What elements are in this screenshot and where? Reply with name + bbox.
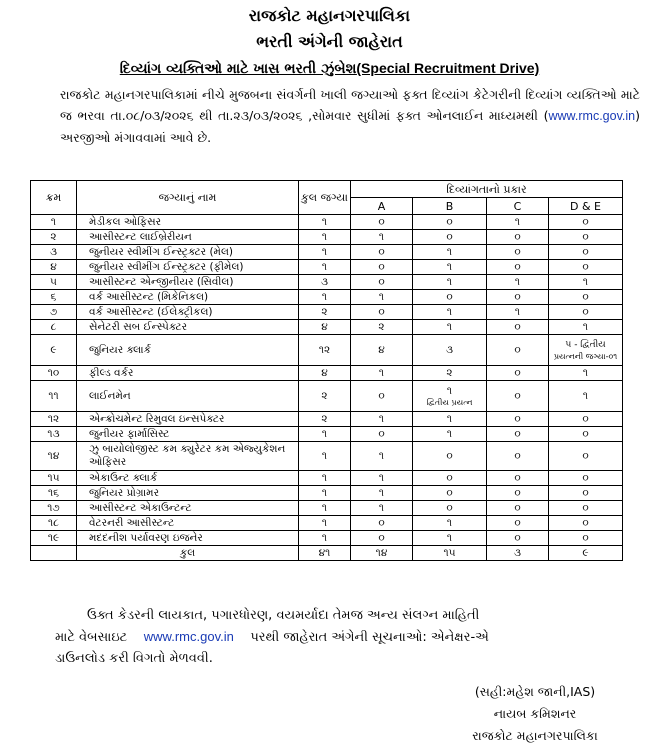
cell-b — [413, 381, 487, 412]
cell-b-value: ૧ — [446, 260, 453, 273]
cell-total: ૨ — [299, 381, 351, 412]
cell-c: ૦ — [487, 260, 549, 275]
cell-de — [549, 427, 623, 442]
cell-b-value: ૧ — [446, 412, 453, 425]
footer-line-2 — [55, 626, 645, 648]
cell-c: ૦ — [487, 366, 549, 381]
cell-de — [549, 260, 623, 275]
cell-b-value: ૦ — [446, 230, 453, 243]
cell-de-value: ૧ — [582, 320, 589, 333]
cell-de — [549, 305, 623, 320]
cell-de-value: ૦ — [582, 501, 589, 514]
vacancy-table — [30, 180, 623, 561]
subtitle — [0, 60, 659, 77]
cell-de-value: ૫ - દ્વિતીય — [565, 340, 606, 350]
cell-sr: ૧૩ — [31, 427, 77, 442]
cell-a: ૦ — [351, 427, 413, 442]
cell-b-value: ૩ — [446, 343, 453, 356]
table-row — [31, 366, 623, 381]
table-row — [31, 381, 623, 412]
cell-total: ૧ — [299, 442, 351, 471]
cell-c: ૦ — [487, 486, 549, 501]
cell-total: ૧ — [299, 290, 351, 305]
cell-de-note: પ્રયત્નની જગ્યા-૦૧ — [553, 352, 618, 361]
cell-total: ૧ — [299, 215, 351, 230]
cell-b — [413, 471, 487, 486]
cell-sr: ૪ — [31, 260, 77, 275]
footer-line-3: ડાઉનલોડ કરી વિગતો મેળવવી. — [55, 651, 213, 666]
cell-a: ૦ — [351, 275, 413, 290]
cell-b — [413, 335, 487, 366]
cell-de-value: ૦ — [582, 260, 589, 273]
table-row — [31, 427, 623, 442]
footer-note — [55, 605, 645, 669]
total-a: ૧૪ — [351, 546, 413, 561]
total-row — [31, 546, 623, 561]
cell-de — [549, 275, 623, 290]
org-title: રાજકોટ મહાનગરપાલિકા — [248, 6, 411, 25]
cell-b-value: ૧ — [446, 305, 453, 318]
cell-total: ૧ — [299, 245, 351, 260]
table-row — [31, 335, 623, 366]
cell-de-value: ૦ — [582, 245, 589, 258]
cell-sr: ૭ — [31, 305, 77, 320]
cell-c: ૦ — [487, 320, 549, 335]
cell-post: લાઈનમેન — [77, 381, 299, 412]
cell-b — [413, 320, 487, 335]
cell-a: ૦ — [351, 305, 413, 320]
cell-sr: ૧૯ — [31, 531, 77, 546]
cell-total: ૧ — [299, 427, 351, 442]
cell-sr: ૯ — [31, 335, 77, 366]
cell-c: ૧ — [487, 305, 549, 320]
cell-b — [413, 275, 487, 290]
cell-de — [549, 320, 623, 335]
footer-line-1: ઉક્ત કેડરની લાયકાત, પગારધોરણ, વયમર્યાદા તેમજ અન્ય સંલગ્ન માહિતી — [87, 608, 480, 623]
cell-c: ૦ — [487, 230, 549, 245]
cell-a: ૧ — [351, 230, 413, 245]
cell-sr: ૫ — [31, 275, 77, 290]
cell-de-value: ૦ — [582, 516, 589, 529]
cell-de — [549, 381, 623, 412]
cell-a: ૪ — [351, 335, 413, 366]
cell-de-value: ૦ — [582, 427, 589, 440]
cell-post: જુનિયર ક્લાર્ક — [77, 335, 299, 366]
header-de: D & E — [549, 198, 623, 215]
cell-a: ૧ — [351, 412, 413, 427]
cell-sr: ૧૫ — [31, 471, 77, 486]
cell-b-value: ૦ — [446, 486, 453, 499]
table-row — [31, 516, 623, 531]
cell-b-value: ૦ — [446, 471, 453, 484]
cell-de — [549, 366, 623, 381]
cell-post: આસીસ્ટન્ટ લાઈબ્રેરીયન — [77, 230, 299, 245]
cell-de-value: ૦ — [582, 412, 589, 425]
cell-c: ૦ — [487, 245, 549, 260]
cell-a: ૧ — [351, 366, 413, 381]
signatory-name: (સહી:મહેશ જાની,IAS) — [474, 684, 596, 699]
cell-sr: ૧૧ — [31, 381, 77, 412]
total-label: કુલ — [77, 546, 299, 561]
cell-sr: ૨ — [31, 230, 77, 245]
cell-a: ૧ — [351, 442, 413, 471]
cell-post: ફીલ્ડ વર્કર — [77, 366, 299, 381]
cell-b — [413, 501, 487, 516]
cell-de — [549, 442, 623, 471]
cell-de-value: ૦ — [582, 215, 589, 228]
cell-post: એકાઉન્ટ ક્લાર્ક — [77, 471, 299, 486]
table-row — [31, 215, 623, 230]
cell-de-value: ૦ — [582, 230, 589, 243]
cell-de-value: ૦ — [582, 449, 589, 462]
subtitle-gujarati: દિવ્યાંગ વ્યક્તિઓ માટે ખાસ ભરતી ઝુંબેશ — [119, 61, 357, 77]
cell-a: ૨ — [351, 320, 413, 335]
header-disability-type: દિવ્યાંગતાનો પ્રકાર — [351, 181, 623, 198]
table-row — [31, 320, 623, 335]
cell-c: ૦ — [487, 471, 549, 486]
cell-total: ૨ — [299, 412, 351, 427]
cell-b — [413, 245, 487, 260]
cell-de — [549, 501, 623, 516]
signatory-designation: નાયબ કમિશનર — [493, 706, 577, 721]
cell-total: ૧ — [299, 486, 351, 501]
cell-a: ૧ — [351, 290, 413, 305]
cell-a: ૦ — [351, 381, 413, 412]
cell-post: વર્ક આસીસ્ટન્ટ (ઈલેક્ટ્રીકલ) — [77, 305, 299, 320]
header-sr: ક્રમ — [31, 181, 77, 215]
cell-sr: ૧૭ — [31, 501, 77, 516]
cell-a: ૦ — [351, 260, 413, 275]
cell-b-value: ૧ — [446, 385, 453, 397]
cell-total: ૧ — [299, 230, 351, 245]
total-posts: ૪૧ — [299, 546, 351, 561]
cell-c: ૦ — [487, 290, 549, 305]
cell-total: ૪ — [299, 366, 351, 381]
footer-website-link[interactable]: www.rmc.gov.in — [143, 629, 234, 644]
cell-total: ૧ — [299, 531, 351, 546]
table-row — [31, 245, 623, 260]
cell-b — [413, 305, 487, 320]
cell-a: ૧ — [351, 471, 413, 486]
cell-de-value: ૦ — [582, 486, 589, 499]
cell-a: ૦ — [351, 516, 413, 531]
cell-de-value: ૧ — [582, 389, 589, 402]
cell-total: ૪ — [299, 320, 351, 335]
signature-block — [430, 681, 640, 747]
cell-total: ૧ — [299, 471, 351, 486]
cell-de — [549, 230, 623, 245]
cell-de — [549, 486, 623, 501]
footer-line-2-end: પરથી જાહેરાત અંગેની સૂચનાઓ: એનેક્ષર-એ — [250, 630, 489, 645]
cell-c: ૦ — [487, 427, 549, 442]
cell-post: આસીસ્ટન્ટ એન્જીનીયર (સિવીલ) — [77, 275, 299, 290]
header-c: C — [487, 198, 549, 215]
cell-de — [549, 290, 623, 305]
cell-b-value: ૧ — [446, 516, 453, 529]
cell-b — [413, 442, 487, 471]
cell-de — [549, 412, 623, 427]
cell-a: ૧ — [351, 486, 413, 501]
cell-de — [549, 335, 623, 366]
table-row — [31, 501, 623, 516]
cell-b-value: ૨ — [446, 366, 453, 379]
cell-total: ૧ — [299, 501, 351, 516]
cell-c: ૦ — [487, 442, 549, 471]
cell-b-value: ૦ — [446, 449, 453, 462]
table-row — [31, 275, 623, 290]
cell-post: મેડીકલ ઓફિસર — [77, 215, 299, 230]
cell-a: ૦ — [351, 531, 413, 546]
cell-total: ૧૨ — [299, 335, 351, 366]
header-b: B — [413, 198, 487, 215]
table-row — [31, 531, 623, 546]
cell-post: એન્ક્રોચમેન્ટ રિમુવલ ઇન્સપેક્ટર — [77, 412, 299, 427]
cell-a: ૦ — [351, 245, 413, 260]
table-row — [31, 471, 623, 486]
cell-b — [413, 215, 487, 230]
cell-post: જુનીયર ફાર્માસિસ્ટ — [77, 427, 299, 442]
cell-total: ૨ — [299, 305, 351, 320]
cell-de-value: ૦ — [582, 305, 589, 318]
header-total: કુલ જગ્યા — [299, 181, 351, 215]
table-row — [31, 442, 623, 471]
cell-de — [549, 516, 623, 531]
total-b: ૧૫ — [413, 546, 487, 561]
table-row — [31, 305, 623, 320]
cell-b — [413, 230, 487, 245]
intro-text: રાજકોટ મહાનગરપાલિકામાં નીચે મુજબના સંવર્ગની ખાલી જગ્યાઓ ફક્ત દિવ્યાંગ કેટેગરીની દિવ્યાંગ વ્યક્તિઓ માટે જ ભરવા તા.૦૮/૦૩/૨૦૨૬ થી તા.૨૩/૦૩/૨૦૨૬ ,સોમવાર સુધીમાં ફક્ત ઓનલાઈન માધ્યમથી — [60, 87, 640, 123]
total-de: ૯ — [549, 546, 623, 561]
cell-de-value: ૧ — [582, 366, 589, 379]
cell-a: ૧ — [351, 501, 413, 516]
cell-sr: ૧ — [31, 215, 77, 230]
cell-b-value: ૦ — [446, 215, 453, 228]
cell-sr: ૧૬ — [31, 486, 77, 501]
cell-b-value: ૧ — [446, 275, 453, 288]
cell-b-value: ૧ — [446, 320, 453, 333]
cell-c: ૦ — [487, 516, 549, 531]
table-row — [31, 290, 623, 305]
table-row — [31, 486, 623, 501]
cell-c: ૦ — [487, 412, 549, 427]
cell-post: સેનેટરી સબ ઈન્સ્પેક્ટર — [77, 320, 299, 335]
cell-post: જુનીયર સ્વીમીંગ ઈન્સ્ટ્રક્ટર (ફીમેલ) — [77, 260, 299, 275]
header-a: A — [351, 198, 413, 215]
cell-post: ઝુ બાયોલોજીસ્ટ કમ ક્યુરેટર કમ એજ્યુકેશન ઓફિસર — [77, 442, 299, 471]
subtitle-english: (Special Recruitment Drive) — [356, 60, 540, 76]
cell-de-value: ૦ — [582, 531, 589, 544]
cell-sr: ૧૪ — [31, 442, 77, 471]
cell-c: ૦ — [487, 501, 549, 516]
vacancy-rows — [31, 215, 623, 546]
cell-b-value: ૦ — [446, 501, 453, 514]
cell-b — [413, 531, 487, 546]
cell-de — [549, 531, 623, 546]
cell-b — [413, 486, 487, 501]
cell-b — [413, 260, 487, 275]
cell-b — [413, 366, 487, 381]
cell-sr: ૧૮ — [31, 516, 77, 531]
website-link[interactable]: www.rmc.gov.in — [548, 109, 636, 123]
cell-c: ૦ — [487, 381, 549, 412]
table-row — [31, 260, 623, 275]
cell-total: ૩ — [299, 275, 351, 290]
signatory-org: રાજકોટ મહાનગરપાલિકા — [472, 728, 598, 743]
cell-b-value: ૧ — [446, 531, 453, 544]
cell-b-value: ૦ — [446, 290, 453, 303]
cell-sr: ૩ — [31, 245, 77, 260]
total-label-spacer — [31, 546, 77, 561]
intro-text-end: અરજીઓ મંગાવવામાં આવે છે. — [60, 130, 212, 145]
total-c: ૩ — [487, 546, 549, 561]
cell-de — [549, 471, 623, 486]
cell-de — [549, 215, 623, 230]
cell-sr: ૧૦ — [31, 366, 77, 381]
cell-b — [413, 290, 487, 305]
cell-b-value: ૧ — [446, 427, 453, 440]
cell-b-value: ૧ — [446, 245, 453, 258]
cell-de-value: ૧ — [582, 275, 589, 288]
cell-post: વેટરનરી આસીસ્ટન્ટ — [77, 516, 299, 531]
cell-b — [413, 412, 487, 427]
cell-b — [413, 516, 487, 531]
table-row — [31, 230, 623, 245]
cell-post: મદદનીશ પર્યાવરણ ઇજનેર — [77, 531, 299, 546]
cell-de-value: ૦ — [582, 290, 589, 303]
cell-a: ૦ — [351, 215, 413, 230]
intro-paragraph: રાજકોટ મહાનગરપાલિકામાં નીચે મુજબના સંવર્ગની ખાલી જગ્યાઓ ફક્ત દિવ્યાંગ કેટેગરીની દિવ્યાંગ વ્યક્તિઓ માટે જ ભરવા તા.૦૮/૦૩/૨૦૨૬ થી તા.૨૩/૦૩/૨૦૨૬ ,સોમવાર સુધીમાં ફક્ત ઓનલાઈન માધ્યમથી (www.rmc.gov.in) અરજીઓ મંગાવવામાં આવે છે. — [60, 87, 640, 145]
table-row — [31, 412, 623, 427]
cell-post: વર્ક આસીસ્ટન્ટ (મિકેનિકલ) — [77, 290, 299, 305]
cell-sr: ૬ — [31, 290, 77, 305]
cell-total: ૧ — [299, 260, 351, 275]
cell-total: ૧ — [299, 516, 351, 531]
cell-sr: ૧૨ — [31, 412, 77, 427]
cell-post: જુનીયર સ્વીમીંગ ઈન્સ્ટ્રક્ટર (મેલ) — [77, 245, 299, 260]
footer-line-2-start: માટે વેબસાઇટ — [55, 630, 128, 645]
cell-post: આસીસ્ટન્ટ એકાઉન્ટન્ટ — [77, 501, 299, 516]
cell-c: ૦ — [487, 531, 549, 546]
cell-c: ૧ — [487, 215, 549, 230]
cell-b-note: દ્વિતીય પ્રયત્ન — [426, 398, 473, 407]
cell-sr: ૮ — [31, 320, 77, 335]
header-post: જગ્યાનું નામ — [77, 181, 299, 215]
cell-post: જુનિયર પ્રોગ્રામર — [77, 486, 299, 501]
cell-de-value: ૦ — [582, 471, 589, 484]
page-title: ભરતી અંગેની જાહેરાત — [256, 32, 403, 51]
cell-de — [549, 245, 623, 260]
cell-b — [413, 427, 487, 442]
cell-c: ૦ — [487, 335, 549, 366]
cell-c: ૧ — [487, 275, 549, 290]
